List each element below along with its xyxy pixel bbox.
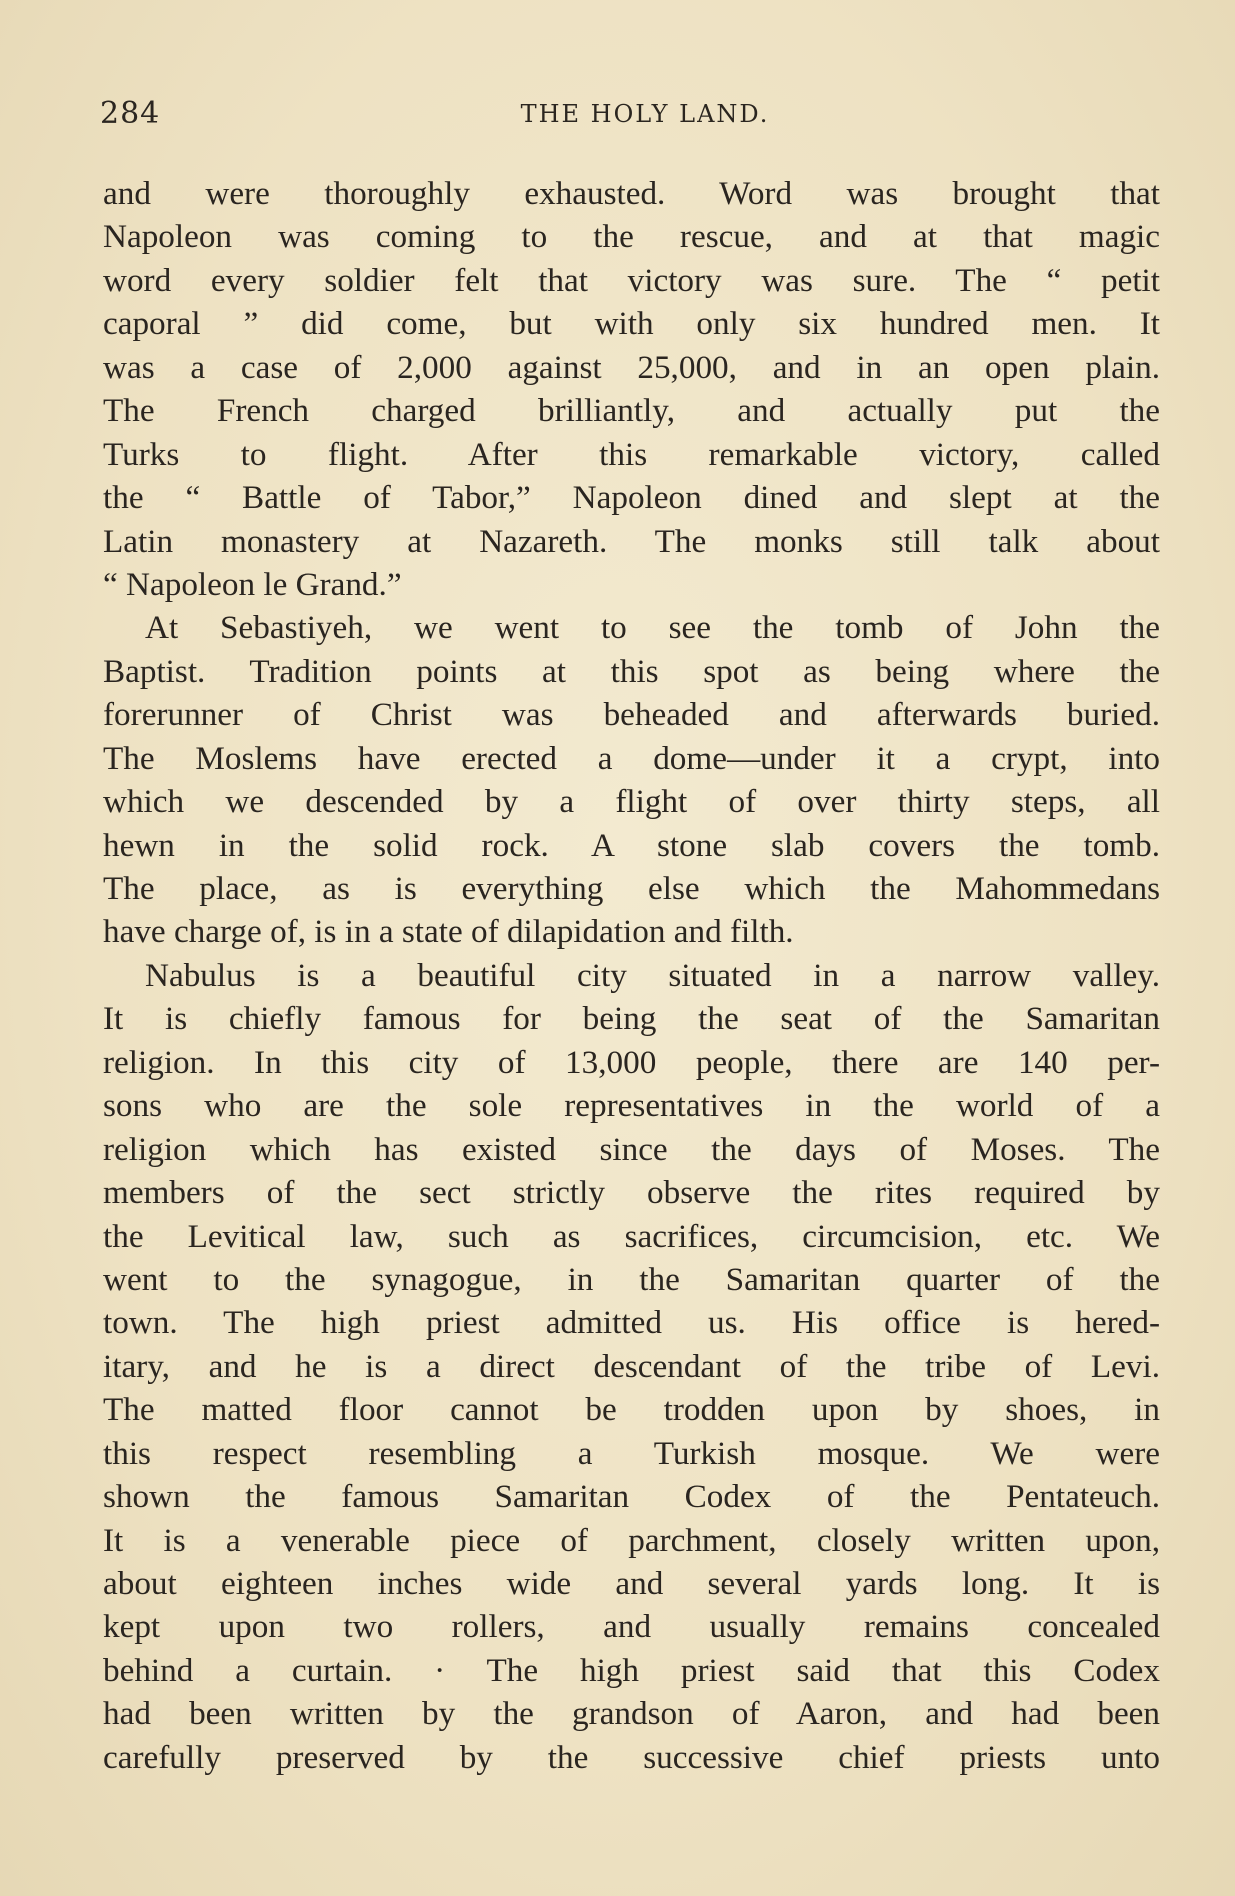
text-line: The place, as is everything else which the Mahommedans bbox=[103, 870, 1160, 907]
text-line: Nabulus is a beautiful city situated in a narrow valley. bbox=[145, 956, 1160, 994]
text-line: shown the famous Samaritan Codex of the Pentateuch. bbox=[103, 1478, 1160, 1516]
text-line: the Levitical law, such as sacrifices, circumcision, etc. We bbox=[103, 1217, 1160, 1255]
text-line: behind a curtain. · The high priest said that this Codex bbox=[103, 1651, 1160, 1689]
text-line: went to the synagogue, in the Samaritan quarter of the bbox=[103, 1260, 1160, 1298]
text-line: and were thoroughly exhausted. Word was brought that bbox=[103, 175, 1160, 212]
text-line: At Sebastiyeh, we went to see the tomb of John the bbox=[145, 609, 1160, 647]
text-line: It is chiefly famous for being the seat of the Samaritan bbox=[103, 1000, 1160, 1038]
text-line: have charge of, is in a state of dilapidation and filth. bbox=[103, 913, 794, 951]
body-text bbox=[103, 172, 1160, 1779]
page-number: 284 bbox=[100, 96, 161, 131]
text-line: Turks to flight. After this remarkable victory, called bbox=[103, 435, 1160, 473]
text-line: itary, and he is a direct descendant of the tribe of Levi. bbox=[103, 1347, 1160, 1385]
text-line: members of the sect strictly observe the rites required by bbox=[103, 1174, 1160, 1212]
text-line: The matted floor cannot be trodden upon by shoes, in bbox=[103, 1391, 1160, 1429]
paragraph bbox=[103, 172, 1160, 606]
text-line: had been written by the grandson of Aaron, and had been bbox=[103, 1695, 1160, 1733]
text-line: The Moslems have erected a dome—under it a crypt, into bbox=[103, 739, 1160, 777]
text-line: about eighteen inches wide and several yards long. It is bbox=[103, 1565, 1160, 1602]
text-line: was a case of 2,000 against 25,000, and in an open plain. bbox=[103, 348, 1160, 386]
text-line: the “ Battle of Tabor,” Napoleon dined and slept at the bbox=[103, 479, 1160, 517]
text-line: The French charged brilliantly, and actually put the bbox=[103, 392, 1160, 430]
text-line: word every soldier felt that victory was sure. The “ petit bbox=[103, 261, 1160, 299]
text-line: Napoleon was coming to the rescue, and at that magic bbox=[103, 218, 1160, 256]
text-line: hewn in the solid rock. A stone slab covers the tomb. bbox=[103, 826, 1160, 864]
paragraph bbox=[103, 954, 1160, 1779]
running-title: THE HOLY LAND. bbox=[520, 100, 770, 128]
running-head bbox=[100, 96, 1150, 136]
text-line: “ Napoleon le Grand.” bbox=[103, 565, 402, 603]
text-line: sons who are the sole representatives in the world of a bbox=[103, 1087, 1160, 1125]
text-line: carefully preserved by the successive chief priests unto bbox=[103, 1738, 1160, 1776]
text-line: Latin monastery at Nazareth. The monks still talk about bbox=[103, 522, 1160, 560]
text-line: kept upon two rollers, and usually remains concealed bbox=[103, 1608, 1160, 1646]
text-line: religion which has existed since the days of Moses. The bbox=[103, 1130, 1160, 1168]
text-line: religion. In this city of 13,000 people, there are 140 per- bbox=[103, 1043, 1160, 1081]
text-line: town. The high priest admitted us. His office is hered- bbox=[103, 1304, 1160, 1342]
text-line: which we descended by a flight of over thirty steps, all bbox=[103, 783, 1160, 821]
text-line: It is a venerable piece of parchment, closely written upon, bbox=[103, 1521, 1160, 1559]
text-line: caporal ” did come, but with only six hundred men. It bbox=[103, 305, 1160, 343]
text-line: this respect resembling a Turkish mosque. We were bbox=[103, 1434, 1160, 1472]
text-line: Baptist. Tradition points at this spot as being where the bbox=[103, 652, 1160, 690]
text-line: forerunner of Christ was beheaded and afterwards buried. bbox=[103, 696, 1160, 734]
paragraph bbox=[103, 606, 1160, 954]
